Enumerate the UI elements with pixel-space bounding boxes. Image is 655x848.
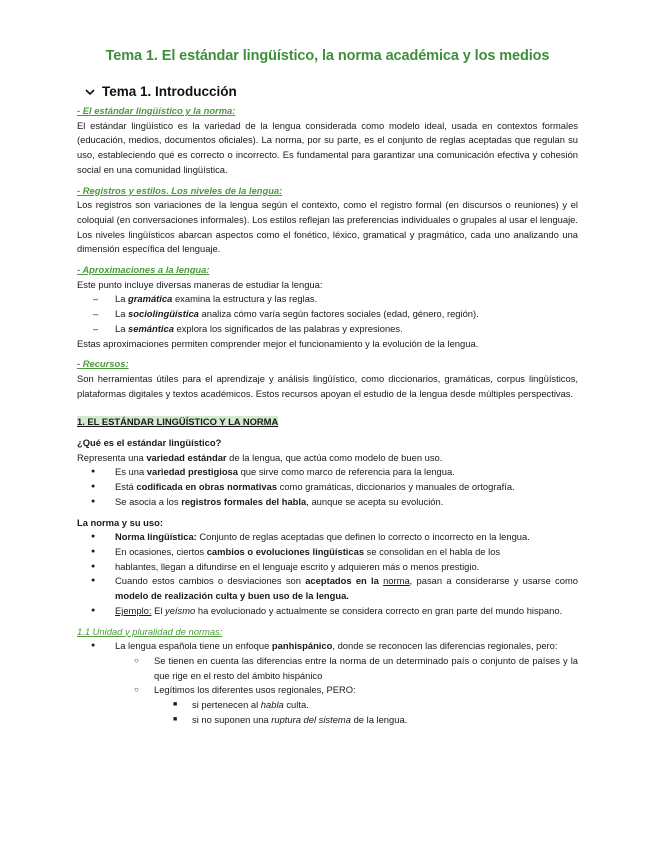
section-1-heading: 1. EL ESTÁNDAR LINGÜÍSTICO Y LA NORMA bbox=[77, 416, 279, 428]
document-title: Tema 1. El estándar lingüístico, la norma académica y los medios bbox=[105, 48, 550, 64]
list-item: ● Está codificada en obras normativas como gramáticas, diccionarios y manuales de ortografía. bbox=[77, 480, 578, 495]
sub-list-item: ○ Legítimos los diferentes usos regionales, PERO: bbox=[77, 683, 578, 698]
norma-heading: La norma y su uso: bbox=[77, 516, 163, 528]
paragraph: Los registros son variaciones de la lengua según el contexto, como el registro formal (en discursos o reuniones) y el coloquial (en conversaciones informales). Los estilos reflejan las preferencias individuales o grupales al usar el lenguaje. Los niveles lingüísticos abarcan aspectos como el fonético, léxico, gramatical y pragmático, cada uno analizando una dimensión específica del lenguaje. bbox=[77, 199, 578, 255]
subsection-heading: - Aproximaciones a la lengua: bbox=[77, 264, 210, 276]
document-body bbox=[77, 104, 578, 727]
list-item: – La sociolingüística analiza cómo varía según factores sociales (edad, género, región). bbox=[77, 307, 578, 322]
question-heading: ¿Qué es el estándar lingüístico? bbox=[77, 437, 222, 449]
paragraph: Representa una variedad estándar de la lengua, que actúa como modelo de buen uso. bbox=[77, 451, 443, 463]
sub-sub-list-item: ■ si no suponen una ruptura del sistema de la lengua. bbox=[77, 713, 578, 728]
subsection-heading: - El estándar lingüístico y la norma: bbox=[77, 105, 236, 116]
list-item: ● Norma lingüística: Conjunto de reglas aceptadas que definen lo correcto o incorrecto en la lengua. bbox=[77, 530, 578, 545]
sub-list-item: ○ Se tienen en cuenta las diferencias entre la norma de un determinado país o conjunto de países y la que rige en el resto del ámbito hispánico bbox=[77, 654, 578, 683]
section-heading: Tema 1. Introducción bbox=[102, 84, 237, 99]
paragraph: Son herramientas útiles para el aprendizaje y análisis lingüístico, como diccionarios, gramáticas, corpus lingüísticos, plataformas digitales y textos académicos. Estos recursos apoyan el estudio de la lengua desde múltiples perspectivas. bbox=[77, 372, 578, 399]
list-item: ● hablantes, llegan a difundirse en el lenguaje escrito y adquieren más o menos prestigio. bbox=[77, 560, 578, 575]
paragraph: El estándar lingüístico es la variedad de la lengua considerada como modelo ideal, usada en contextos formales (educación, medios, documentos oficiales). La norma, por su parte, es el conjunto de reglas aceptadas que regulan su uso, estableciendo qué es correcto o incorrecto. Es fundamental para garantizar una comunicación efectiva y cohesión social en una comunidad lingüística. bbox=[77, 119, 578, 175]
subsection-heading: - Registros y estilos. Los niveles de la lengua: bbox=[77, 184, 283, 196]
paragraph: Estas aproximaciones permiten comprender mejor el funcionamiento y la evolución de la lengua. bbox=[77, 337, 479, 349]
list-item: ● Es una variedad prestigiosa que sirve como marco de referencia para la lengua. bbox=[77, 465, 578, 480]
list-item: ● Cuando estos cambios o desviaciones son aceptados en la norma, pasan a considerarse y usarse como modelo de realización culta y buen uso de la lengua. bbox=[77, 574, 578, 603]
paragraph: Este punto incluye diversas maneras de estudiar la lengua: bbox=[77, 278, 323, 290]
subsection-heading: 1.1 Unidad y pluralidad de normas: bbox=[77, 625, 223, 637]
list-item: ● Ejemplo: El yeísmo ha evolucionado y actualmente se considera correcto en gran parte del mundo hispano. bbox=[77, 604, 578, 619]
list-item: ● La lengua española tiene un enfoque panhispánico, donde se reconocen las diferencias regionales, pero: bbox=[77, 639, 578, 654]
sub-sub-list-item: ■ si pertenecen al habla culta. bbox=[77, 698, 578, 713]
list-item: ● Se asocia a los registros formales del habla, aunque se acepta su evolución. bbox=[77, 495, 578, 510]
list-item: – La semántica explora los significados de las palabras y expresiones. bbox=[77, 322, 578, 337]
subsection-heading: - Recursos: bbox=[77, 358, 129, 370]
list-item: – La gramática examina la estructura y las reglas. bbox=[77, 292, 578, 307]
list-item: ● En ocasiones, ciertos cambios o evoluciones lingüísticas se consolidan en el habla de los bbox=[77, 545, 578, 560]
